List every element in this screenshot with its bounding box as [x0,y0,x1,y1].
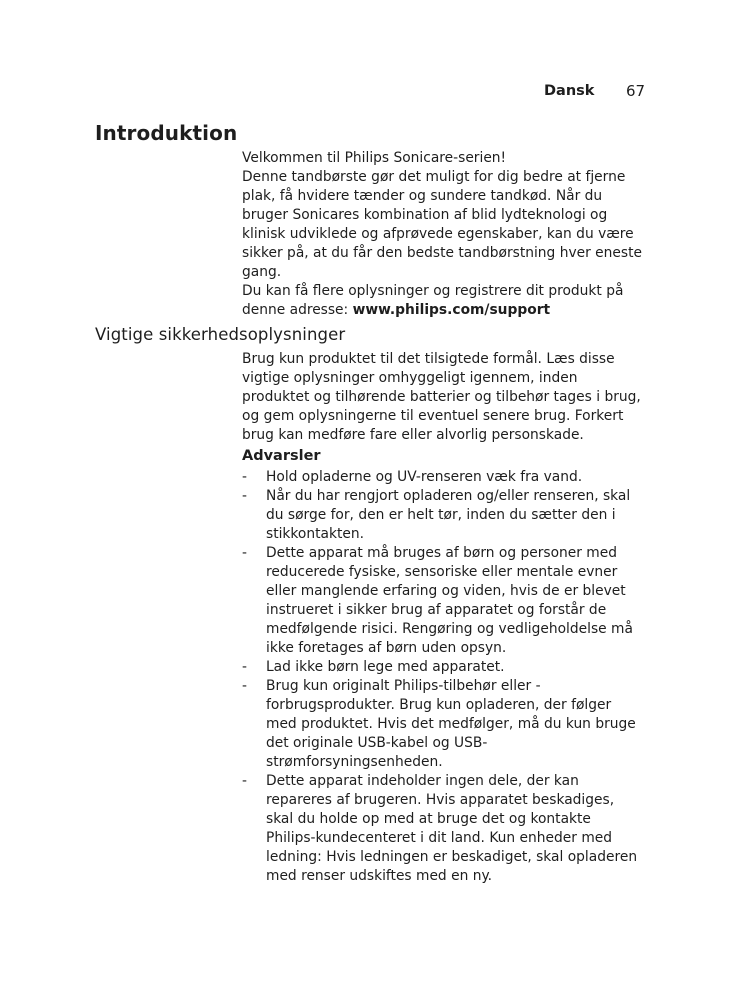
warnings-list [242,468,644,886]
warning-text: Brug kun originalt Philips-tilbehør eller -forbrugsprodukter. Brug kun opladeren, der følger med produktet. Hvis det medfølger, må du kun bruge det originale USB-kabel og USB-strømforsyningsenheden. [266,678,636,770]
intro-paragraph-description: Denne tandbørste gør det muligt for dig bedre at fjerne plak, få hvidere tænder og sundere tandkød. Når du bruger Sonicares kombination af blid lydteknologi og klinisk udviklede og afprøvede egenskaber, kan du være sikker på, at du får den bedste tandbørstning hver eneste gang. [242,169,642,280]
warning-text: Dette apparat må bruges af børn og personer med reducerede fysiske, sensoriske eller mentale evner eller manglende erfaring og viden, hvis de er blevet instrueret i sikker brug af apparatet og forstår de medfølgende risici. Rengøring og vedligeholdelse må ikke foretages af børn uden opsyn. [266,545,633,656]
warnings-heading: Advarsler [242,448,321,464]
section-language-label: Dansk [544,83,595,99]
warning-item [242,468,644,487]
safety-heading: Vigtige sikkerhedsoplysninger [95,325,346,344]
list-bullet: - [242,678,247,694]
introduction-heading: Introduktion [95,121,238,145]
list-bullet: - [242,773,247,789]
warning-item [242,544,644,658]
list-bullet: - [242,545,247,561]
support-url-link[interactable]: www.philips.com/support [352,302,551,318]
page-number: 67 [626,82,646,100]
warning-item [242,487,644,544]
safety-body [242,350,644,886]
list-bullet: - [242,659,247,675]
warning-text: Lad ikke børn lege med apparatet. [266,659,505,675]
intro-paragraph-register [242,282,644,320]
warning-item [242,772,644,886]
intro-paragraph-welcome: Velkommen til Philips Sonicare-serien! [242,150,507,166]
warning-text: Hold opladerne og UV-renseren væk fra vand. [266,469,583,485]
list-bullet: - [242,469,247,485]
introduction-body [242,149,644,320]
warning-item [242,658,644,677]
safety-intro-paragraph: Brug kun produktet til det tilsigtede formål. Læs disse vigtige oplysninger omhyggeligt igennem, inden produktet og tilhørende batterier og tilbehør tages i brug, og gem oplysningerne til eventuel senere brug. Forkert brug kan medføre fare eller alvorlig personskade. [242,351,641,443]
warning-text: Dette apparat indeholder ingen dele, der kan repareres af brugeren. Hvis apparatet beskadiges, skal du holde op med at bruge det og kontakte Philips-kundecenteret i dit land. Kun enheder med ledning: Hvis ledningen er beskadiget, skal opladeren med renser udskiftes med en ny. [266,773,638,884]
register-text: Du kan få flere oplysninger og registrere dit produkt på denne adresse: [242,283,624,318]
list-bullet: - [242,488,247,504]
warning-text: Når du har rengjort opladeren og/eller renseren, skal du sørge for, den er helt tør, inden du sætter den i stikkontakten. [266,488,631,542]
warning-item [242,677,644,772]
